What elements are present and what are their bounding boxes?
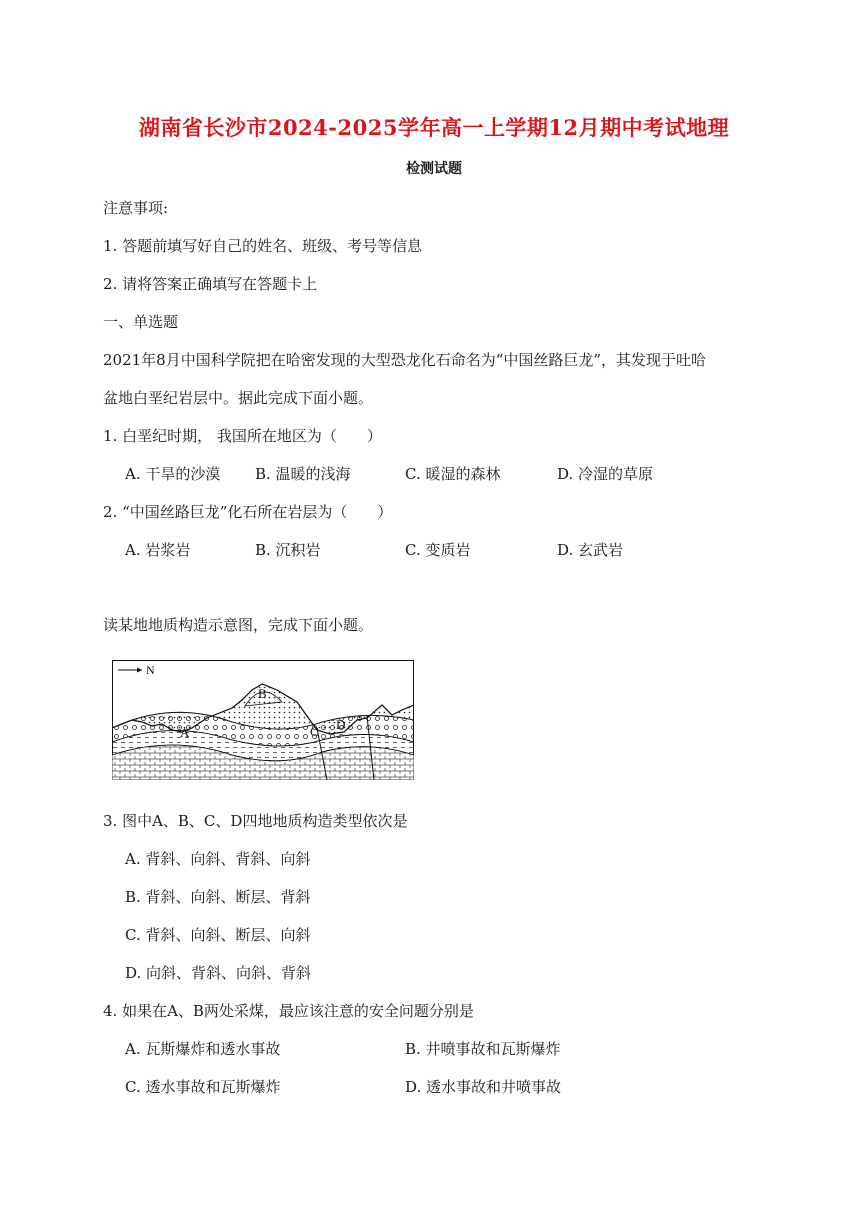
q4-option-c: C. 透水事故和瓦斯爆炸 xyxy=(125,1078,281,1096)
q1-option-c: C. 暖湿的森林 xyxy=(405,465,501,483)
q2-stem: 2. “中国丝路巨龙”化石所在岩层为（ ） xyxy=(103,503,393,521)
point-label-d: D xyxy=(336,717,346,732)
notice-item-2: 2. 请将答案正确填写在答题卡上 xyxy=(103,275,318,293)
q4-option-b: B. 井喷事故和瓦斯爆炸 xyxy=(405,1040,561,1058)
q1-stem: 1. 白垩纪时期， 我国所在地区为（ ） xyxy=(103,427,382,445)
point-label-c: C xyxy=(310,724,319,739)
q1-option-b: B. 温暖的浅海 xyxy=(255,465,351,483)
q3-stem: 3. 图中A、B、C、D四地地质构造类型依次是 xyxy=(103,812,408,830)
q1-option-a: A. 干旱的沙漠 xyxy=(125,465,221,483)
q2-option-c: C. 变质岩 xyxy=(405,541,471,559)
q2-option-b: B. 沉积岩 xyxy=(255,541,321,559)
q3-option-a: A. 背斜、向斜、背斜、向斜 xyxy=(125,850,311,868)
q2-option-a: A. 岩浆岩 xyxy=(125,541,191,559)
q4-option-d: D. 透水事故和井喷事故 xyxy=(405,1078,562,1096)
north-label: N xyxy=(146,663,155,677)
notice-heading: 注意事项: xyxy=(103,199,169,217)
point-label-a: A xyxy=(180,725,190,740)
notice-item-1: 1. 答题前填写好自己的姓名、班级、考号等信息 xyxy=(103,237,423,255)
geology-structure-figure xyxy=(112,660,414,780)
q2-option-d: D. 玄武岩 xyxy=(557,541,624,559)
q4-option-a: A. 瓦斯爆炸和透水事故 xyxy=(125,1040,281,1058)
exam-subtitle: 检测试题 xyxy=(406,161,462,177)
point-label-b: B xyxy=(258,686,267,701)
section-heading: 一、单选题 xyxy=(103,313,179,331)
passage1-line-2: 盆地白垩纪岩层中。据此完成下面小题。 xyxy=(103,389,374,407)
q1-option-d: D. 冷湿的草原 xyxy=(557,465,654,483)
passage2: 读某地地质构造示意图，完成下面小题。 xyxy=(103,616,374,634)
exam-title: 湖南省长沙市2024-2025学年高一上学期12月期中考试地理 xyxy=(138,115,730,140)
q3-option-c: C. 背斜、向斜、断层、向斜 xyxy=(125,926,311,944)
q3-option-b: B. 背斜、向斜、断层、背斜 xyxy=(125,888,311,906)
q4-stem: 4. 如果在A、B两处采煤，最应该注意的安全问题分别是 xyxy=(103,1002,474,1020)
passage1-line-1: 2021年8月中国科学院把在哈密发现的大型恐龙化石命名为“中国丝路巨龙”，其发现于吐哈 xyxy=(103,351,707,369)
q3-option-d: D. 向斜、背斜、向斜、背斜 xyxy=(125,964,312,982)
